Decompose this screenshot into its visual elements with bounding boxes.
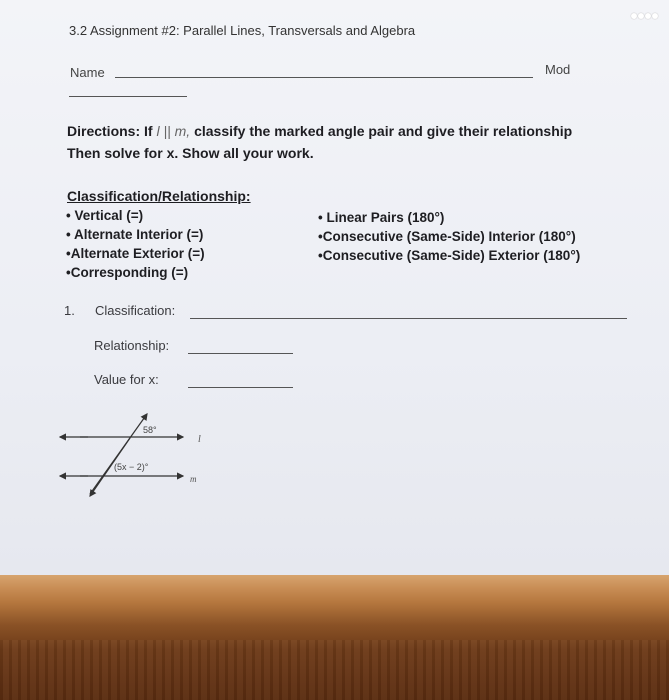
right-item-consec-interior: •Consecutive (Same-Side) Interior (180°): [318, 229, 576, 244]
parallel-lines-notation: l || m,: [156, 123, 191, 139]
directions-line-2: Then solve for x. Show all your work.: [67, 145, 314, 161]
classification-answer-line[interactable]: [190, 318, 627, 319]
value-label: Value for x:: [94, 372, 159, 387]
directions-rest: classify the marked angle pair and give their relationship: [194, 123, 573, 139]
line-m-label: m: [190, 474, 197, 484]
parallel-lines-diagram: [50, 408, 230, 508]
problem-number: 1.: [64, 303, 75, 318]
directions-prefix: Directions: If: [67, 123, 153, 139]
value-answer-line[interactable]: [188, 387, 293, 388]
worksheet-title: 3.2 Assignment #2: Parallel Lines, Transversals and Algebra: [69, 23, 416, 38]
line-l-label: l: [198, 434, 201, 445]
right-item-consec-exterior: •Consecutive (Same-Side) Exterior (180°): [318, 248, 581, 263]
name-label: Name: [70, 65, 105, 80]
extra-line: [69, 96, 187, 97]
right-item-linear-pairs: • Linear Pairs (180°): [318, 210, 445, 225]
name-line: [115, 77, 533, 78]
relationship-label: Relationship:: [94, 338, 170, 353]
angle-5x-label: (5x − 2)°: [114, 462, 149, 472]
more-options-icon[interactable]: [631, 13, 658, 19]
left-item-alt-exterior: •Alternate Exterior (=): [66, 246, 205, 261]
classification-heading: Classification/Relationship:: [67, 188, 251, 204]
directions-line-1: [67, 123, 572, 139]
angle-58-label: 58°: [143, 425, 157, 435]
left-item-alt-interior: • Alternate Interior (=): [66, 227, 204, 242]
left-item-vertical: • Vertical (=): [66, 208, 144, 223]
table-grain: [0, 640, 669, 700]
left-item-corresponding: •Corresponding (=): [66, 265, 189, 280]
classification-label: Classification:: [95, 303, 176, 318]
mod-label: Mod: [545, 62, 571, 77]
relationship-answer-line[interactable]: [188, 353, 293, 354]
